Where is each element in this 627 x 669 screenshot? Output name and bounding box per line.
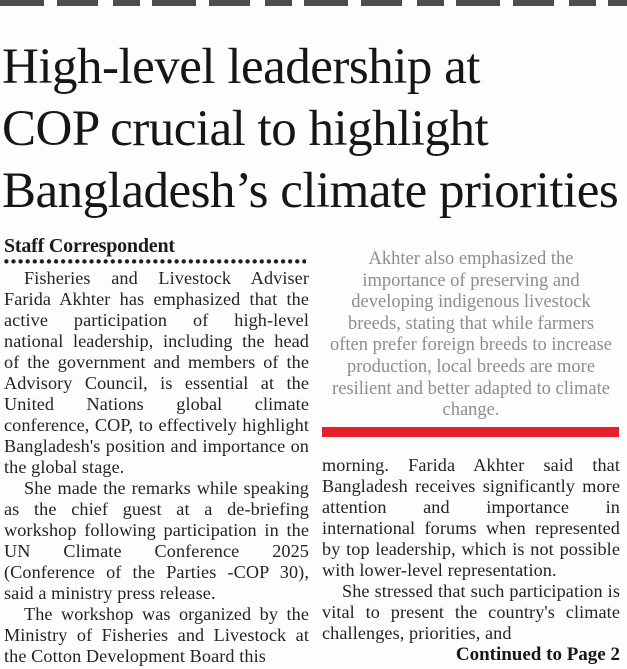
paragraph-lead: Fisheries and Livestock Adviser Farida Akhter has emphasized that the active participation of high-level national leadership, including the head of the government and members of the Advisory Council, is essential at the United Nations global climate conference, COP, to effectively highlight Bangladesh's position and importance on the global stage. [4,268,309,477]
article-column-left [4,268,309,669]
red-divider-bar [322,427,619,437]
headline-line-1: High-level leadership at [2,39,480,96]
paragraph: She made the remarks while speaking as the chief guest at a de-briefing workshop following participation in the UN Climate Conference 2025 (Conference of the Parties -COP 30), said a ministry press release. [4,478,309,603]
paragraph-continued-from-left: morning. Farida Akhter said that Bangladesh receives significantly more attention and importance in international forums when represented by top leadership, which is not possible with lower-level representation. [322,455,620,580]
headline-line-3: Bangladesh’s climate priorities [2,163,619,220]
byline-dotted-rule [4,259,306,264]
headline-line-2: COP crucial to highlight [2,101,489,158]
pull-quote: Akhter also emphasized the importance of preserving and developing indigenous livestock breeds, stating that while farmers often prefer foreign breeds to increase production, local breeds are more resilient and better adapted to climate change. [330,249,612,421]
article-column-right [322,455,620,669]
paragraph: She stressed that such participation is vital to present the country's climate challenges, priorities, and [322,581,620,643]
continued-to-page-notice: Continued to Page 2 [455,644,620,665]
article-headline [2,36,626,222]
byline: Staff Correspondent [4,235,175,257]
paragraph: The workshop was organized by the Ministry of Fisheries and Livestock at the Cotton Development Board this [4,604,309,666]
cropped-text-fragment [0,0,627,6]
